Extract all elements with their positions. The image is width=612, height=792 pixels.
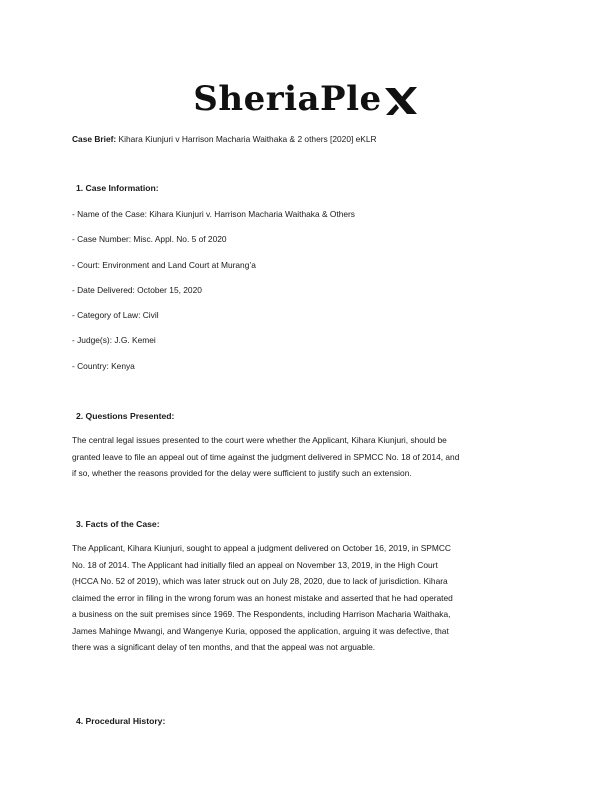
paragraph-line: The central legal issues presented to the court were whether the Applicant, Kihara Kiunjuri, should be: [72, 435, 447, 445]
logo-x-icon: [383, 86, 419, 116]
section-heading-case-info: 1. Case Information:: [76, 183, 159, 193]
paragraph-line: if so, whether the reasons provided for the delay were sufficient to justify such an extension.: [72, 468, 412, 478]
logo-text: SheriaPle: [193, 79, 382, 119]
sheriaplex-logo: [193, 79, 418, 119]
paragraph-line: (HCCA No. 52 of 2019), which was later struck out on July 28, 2020, due to lack of jurisdiction. Kihara: [72, 576, 448, 586]
case-info-item: - Judge(s): J.G. Kemei: [72, 335, 156, 345]
case-info-item: - Court: Environment and Land Court at Murang’a: [72, 260, 256, 270]
questions-paragraph: [72, 432, 546, 482]
paragraph-line: James Mahinge Mwangi, and Wangenye Kuria, opposed the application, arguing it was defective, that: [72, 625, 449, 636]
paragraph-line: The Applicant, Kihara Kiunjuri, sought to appeal a judgment delivered on October 16, 2019, in SPMCC: [72, 543, 451, 553]
facts-paragraph: [72, 540, 546, 656]
section-heading-questions: 2. Questions Presented:: [76, 411, 175, 421]
case-brief-title: Kihara Kiunjuri v Harrison Macharia Waithaka & 2 others [2020] eKLR: [118, 134, 377, 144]
case-brief-label: Case Brief:: [72, 134, 117, 144]
case-info-item: - Category of Law: Civil: [72, 310, 159, 320]
case-info-item: - Date Delivered: October 15, 2020: [72, 285, 202, 295]
section-heading-procedural: 4. Procedural History:: [76, 716, 166, 726]
paragraph-line: a business on the suit premises since 1969. The Respondents, including Harrison Macharia Waithaka,: [72, 609, 451, 619]
paragraph-line: granted leave to file an appeal out of time against the judgment delivered in SPMCC No. 18 of 2014, and: [72, 451, 460, 462]
case-info-item: - Case Number: Misc. Appl. No. 5 of 2020: [72, 234, 227, 244]
case-info-item: - Country: Kenya: [72, 361, 135, 371]
case-brief-line: [72, 134, 377, 144]
paragraph-line: claimed the error in filing in the wrong forum was an honest mistake and asserted that he had operated: [72, 592, 453, 603]
paragraph-line: No. 18 of 2014. The Applicant had initially filed an appeal on November 13, 2019, in the High Court: [72, 559, 438, 570]
case-info-item: - Name of the Case: Kihara Kiunjuri v. Harrison Macharia Waithaka & Others: [72, 209, 355, 219]
logo-container: [0, 79, 612, 119]
paragraph-line: there was a significant delay of ten months, and that the appeal was not arguable.: [72, 642, 376, 652]
section-heading-facts: 3. Facts of the Case:: [76, 519, 160, 529]
